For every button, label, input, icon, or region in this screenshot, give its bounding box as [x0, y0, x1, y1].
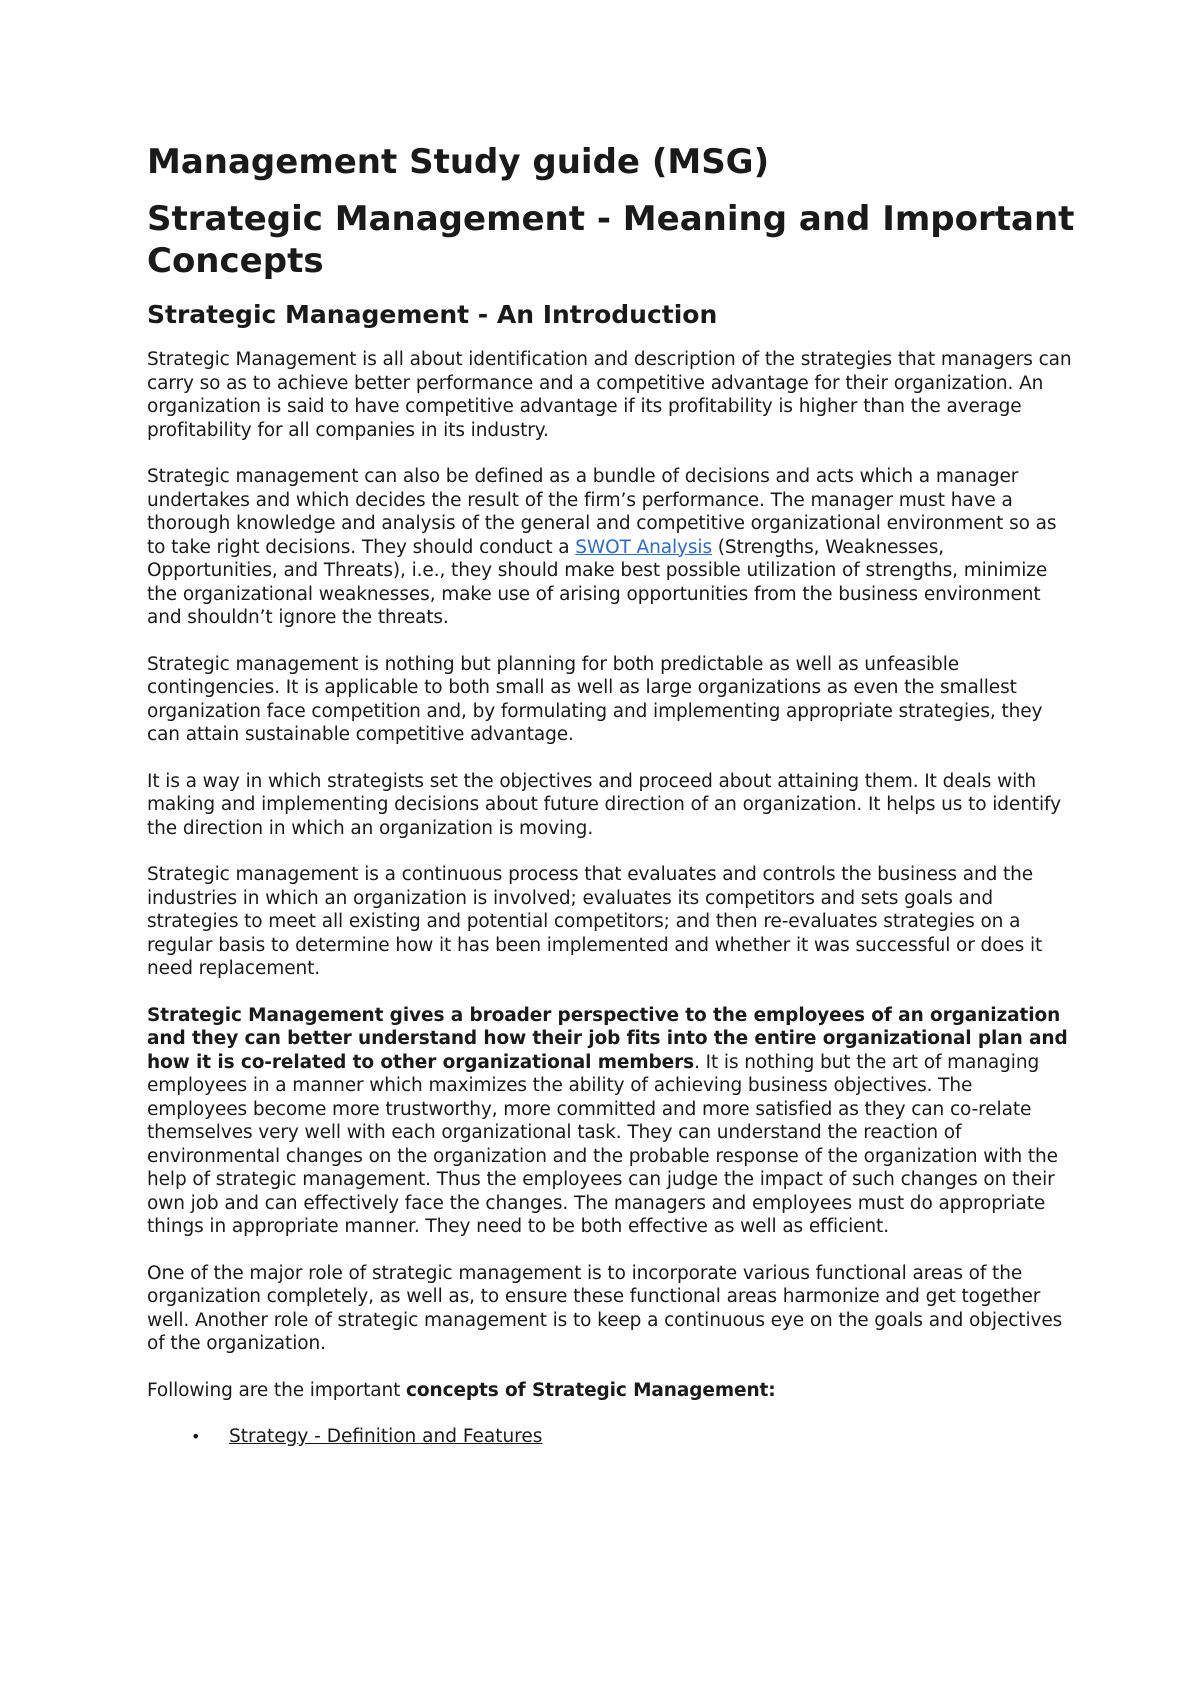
document-page — [147, 140, 1077, 1449]
paragraph-definition-text-continued: (Strengths, Weaknesses, Opportunities, and Threats), i.e., they should make best possible utilization of strengths, minimize the organizational weaknesses, make use of arising opportunities from the business environment and shouldn’t ignore the threats. — [147, 536, 1048, 628]
concepts-list — [147, 1425, 1077, 1449]
swot-analysis-link[interactable]: SWOT Analysis — [575, 536, 712, 558]
bullet-icon: • — [191, 1427, 201, 1446]
paragraph-planning: Strategic management is nothing but planning for both predictable as well as unfeasible contingencies. It is applicable to both small as well as large organizations as even the smallest organization face competition and, by formulating and implementing appropriate strategies, they can attain sustainable competitive advantage. — [147, 653, 1043, 745]
concepts-intro-text: Following are the important — [147, 1379, 407, 1401]
concepts-intro-bold: concepts of Strategic Management: — [406, 1379, 776, 1401]
paragraph-definition — [147, 465, 1077, 630]
paragraph-major-role: One of the major role of strategic management is to incorporate various functional areas of the organization completely, as well as, to ensure these functional areas harmonize and get together well. Another role of strategic management is to keep a continuous eye on the goals and objectives of the organization. — [147, 1262, 1063, 1354]
list-item — [191, 1425, 1077, 1449]
paragraph-broader-perspective — [147, 1004, 1077, 1239]
paragraph-broader-perspective-text: . It is nothing but the art of managing employees in a manner which maximizes the ability of achieving business objectives. The employees become more trustworthy, more committed and more satisfied as they can co-relate themselves very well with each organizational task. They can understand the reaction of environmental changes on the organization and the probable response of the organization with the help of strategic management. Thus the employees can judge the impact of such changes on their own job and can effectively face the changes. The managers and employees must do appropriate things in appropriate manner. They need to be both effective as well as efficient. — [147, 1051, 1058, 1237]
paragraph-broader-perspective-bold: Strategic Management gives a broader perspective to the employees of an organization and they can better understand how their job fits into the entire organizational plan and how it is co-related to other organizational members — [147, 1004, 1068, 1073]
paragraph-continuous-process: Strategic management is a continuous process that evaluates and controls the business and the industries in which an organization is involved; evaluates its competitors and sets goals and strategies to meet all existing and potential competitors; and then re-evaluates strategies on a regular basis to determine how it has been implemented and whether it was successful or does it need replacement. — [147, 864, 1043, 979]
article-title: Strategic Management - Meaning and Important Concepts — [147, 199, 1075, 281]
site-title: Management Study guide (MSG) — [147, 142, 770, 182]
section-title: Strategic Management - An Introduction — [147, 300, 718, 329]
paragraph-intro: Strategic Management is all about identification and description of the strategies that managers can carry so as to achieve better performance and a competitive advantage for their organization. An organization is said to have competitive advantage if its profitability is higher than the average profitability for all companies in its industry. — [147, 349, 1072, 441]
strategy-definition-link[interactable]: Strategy - Definition and Features — [229, 1426, 543, 1447]
paragraph-definition-text: Strategic management can also be defined as a bundle of decisions and acts which a manager undertakes and which decides the result of the firm’s performance. The manager must have a thorough knowledge and analysis of the general and competitive organizational environment so as to take right decisions. They should conduct a — [147, 466, 1057, 558]
paragraph-concepts-intro — [147, 1379, 1077, 1403]
paragraph-objectives: It is a way in which strategists set the objectives and proceed about attaining them. It deals with making and implementing decisions about future direction of an organization. It helps us to identify the direction in which an organization is moving. — [147, 770, 1061, 839]
